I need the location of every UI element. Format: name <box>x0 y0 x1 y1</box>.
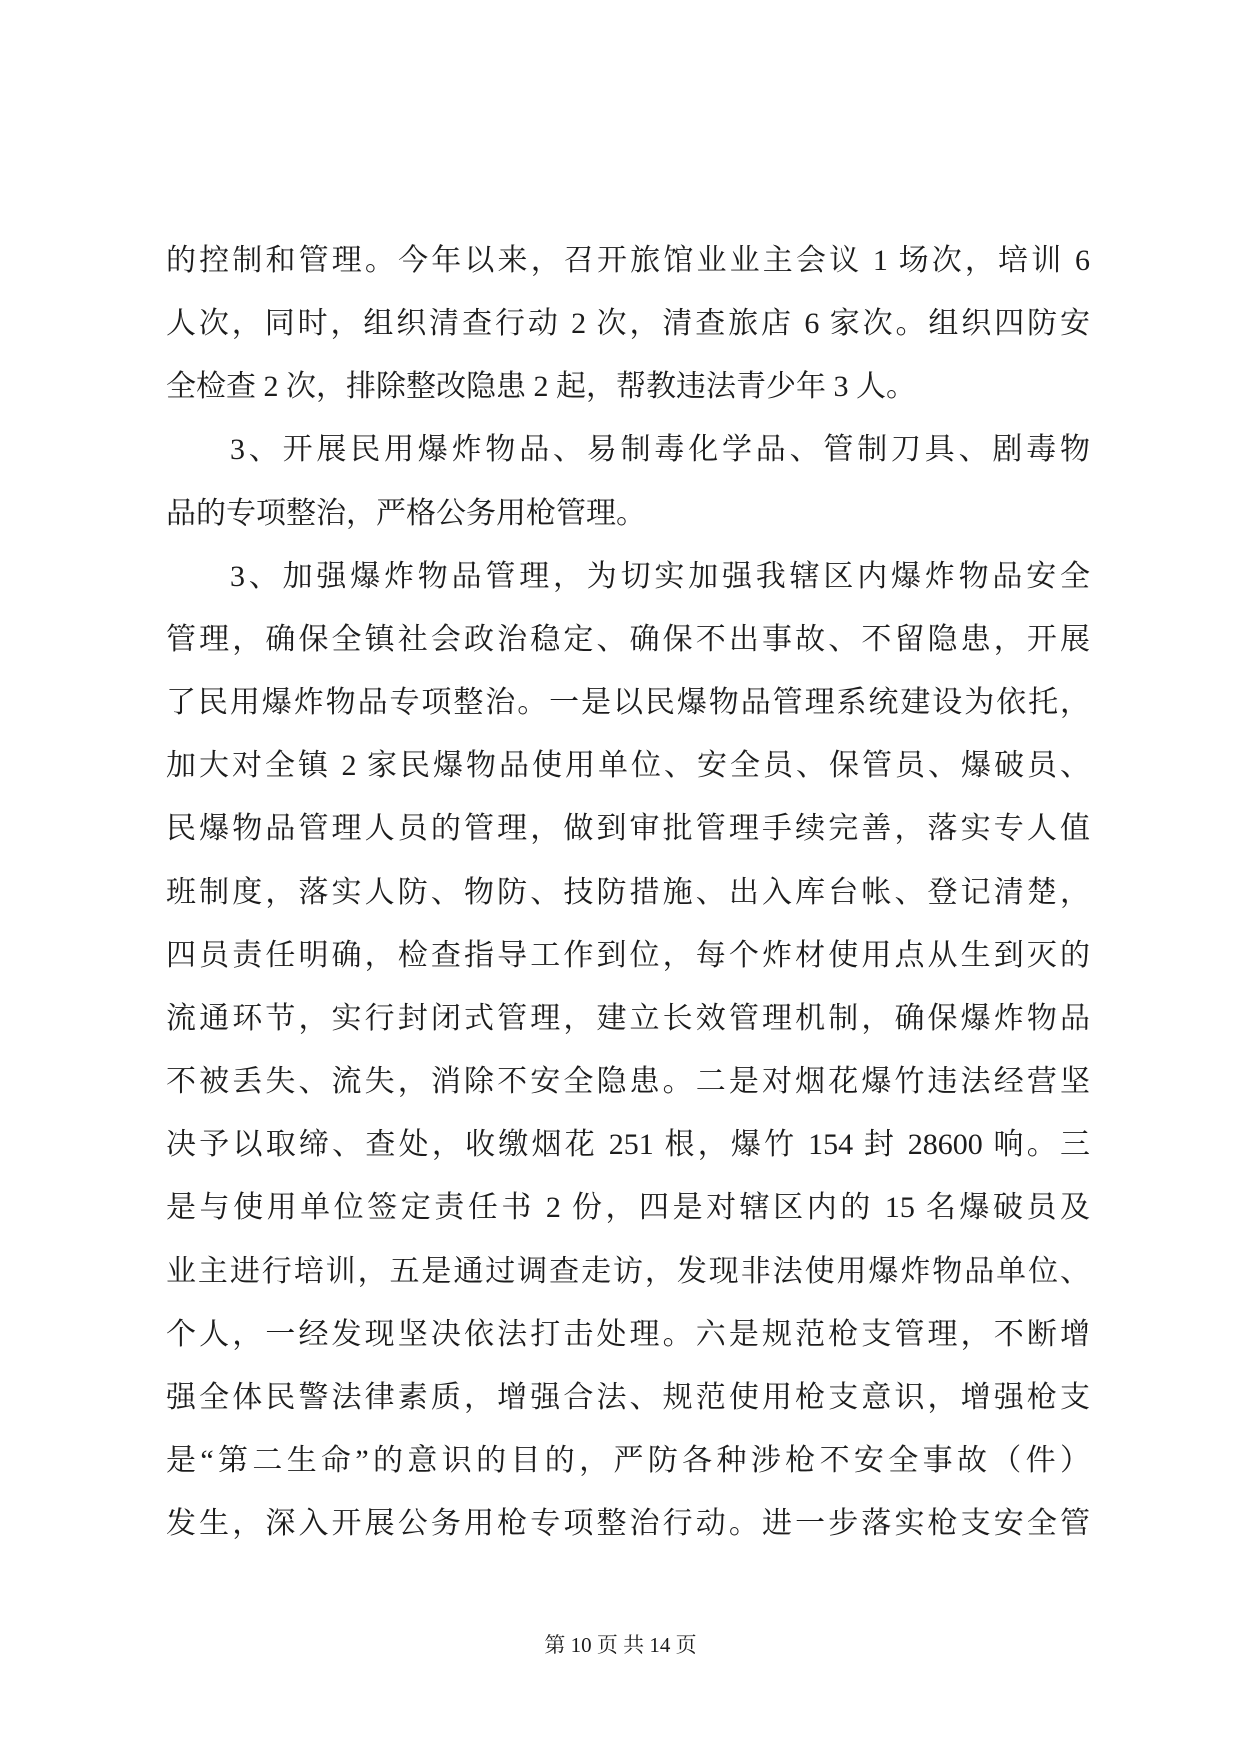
text-line: 个人，一经发现坚决依法打击处理。六是规范枪支管理，不断增 <box>166 1317 1090 1351</box>
text-line: 管理，确保全镇社会政治稳定、确保不出事故、不留隐患，开展 <box>166 622 1090 656</box>
text-line: 民爆物品管理人员的管理，做到审批管理手续完善，落实专人值 <box>166 812 1090 846</box>
text-line: 决予以取缔、查处，收缴烟花 251 根，爆竹 154 封 28600 响。三 <box>166 1128 1090 1162</box>
text-line: 强全体民警法律素质，增强合法、规范使用枪支意识，增强枪支 <box>166 1380 1090 1414</box>
paragraph <box>166 545 1090 1556</box>
text-line: 班制度，落实人防、物防、技防措施、出入库台帐、登记清楚， <box>166 875 1090 909</box>
text-line: 品的专项整治，严格公务用枪管理。 <box>166 496 646 530</box>
text-line: 是“第二生命”的意识的目的，严防各种涉枪不安全事故（件） <box>166 1443 1090 1477</box>
text-line: 的控制和管理。今年以来，召开旅馆业业主会议 1 场次，培训 6 <box>166 244 1090 277</box>
text-line: 人次，同时，组织清查行动 2 次，清查旅店 6 家次。组织四防安 <box>166 307 1090 341</box>
text-line: 四员责任明确，检查指导工作到位，每个炸材使用点从生到灭的 <box>166 938 1090 972</box>
text-line: 不被丢失、流失，消除不安全隐患。二是对烟花爆竹违法经营坚 <box>166 1065 1090 1099</box>
text-line: 流通环节，实行封闭式管理，建立长效管理机制，确保爆炸物品 <box>166 1001 1090 1035</box>
text-line: 业主进行培训，五是通过调查走访，发现非法使用爆炸物品单位、 <box>166 1254 1090 1288</box>
paragraph <box>166 229 1090 418</box>
text-line: 3、加强爆炸物品管理，为切实加强我辖区内爆炸物品安全 <box>230 559 1090 593</box>
paragraph <box>166 418 1090 544</box>
text-line: 3、开展民用爆炸物品、易制毒化学品、管制刀具、剧毒物 <box>230 433 1090 467</box>
text-line: 加大对全镇 2 家民爆物品使用单位、安全员、保管员、爆破员、 <box>166 749 1090 783</box>
text-line: 发生，深入开展公务用枪专项整治行动。进一步落实枪支安全管 <box>166 1507 1090 1541</box>
text-line: 了民用爆炸物品专项整治。一是以民爆物品管理系统建设为依托， <box>166 686 1090 720</box>
text-line: 全检查 2 次，排除整改隐患 2 起，帮教违法青少年 3 人。 <box>166 370 916 404</box>
text-line: 是与使用单位签定责任书 2 份，四是对辖区内的 15 名爆破员及 <box>166 1191 1090 1225</box>
page-number-footer <box>0 1632 1241 1658</box>
page-number-label: 第 10 页 共 14 页 <box>544 1633 697 1657</box>
document-body <box>166 229 1090 1555</box>
